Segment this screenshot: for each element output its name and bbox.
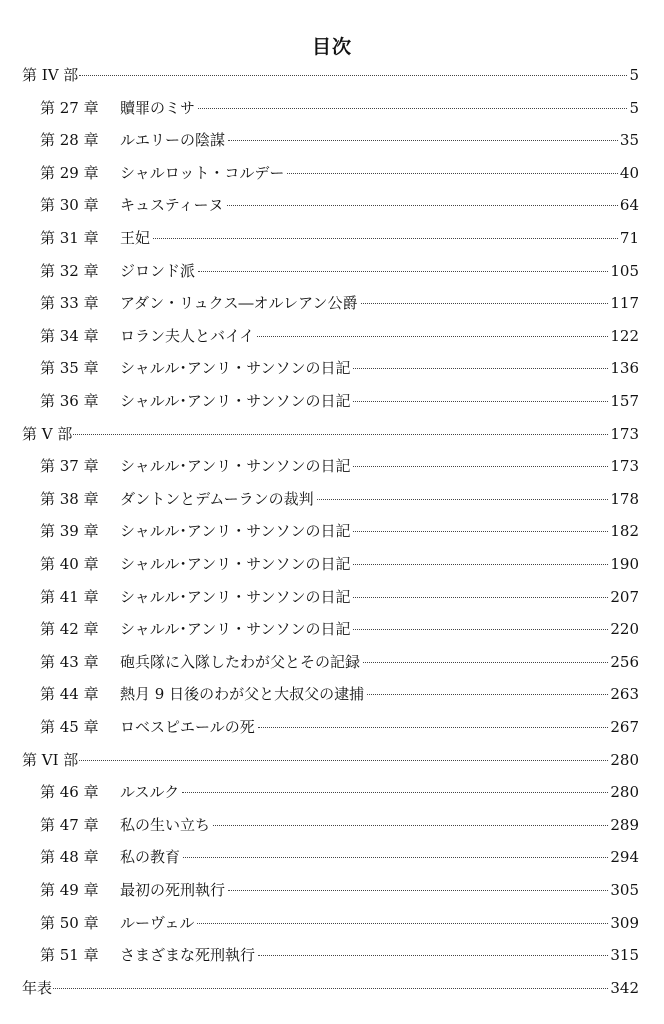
chapter-number: 第 29 章 <box>40 163 99 182</box>
dot-leader <box>197 923 608 924</box>
dot-leader <box>183 857 608 858</box>
chapter-title: シャルル･アンリ・サンソンの日記 <box>120 555 351 573</box>
page-number: 280 <box>610 750 639 769</box>
toc-chapter-row[interactable] <box>40 585 639 609</box>
toc-chapter-row[interactable] <box>40 878 639 902</box>
page-number: 256 <box>610 652 639 671</box>
chapter-number: 第 51 章 <box>40 946 99 965</box>
dot-leader <box>353 597 608 598</box>
chapter-title: 王妃 <box>120 229 151 247</box>
chapter-number: 第 48 章 <box>40 848 99 867</box>
chapter-number: 第 31 章 <box>40 229 99 247</box>
dot-leader <box>353 629 608 630</box>
toc-part-row[interactable] <box>22 422 639 446</box>
chapter-number: 第 46 章 <box>40 783 99 802</box>
dot-leader <box>153 238 618 239</box>
chapter-title: ルスルク <box>120 783 180 802</box>
page-number: 207 <box>610 587 639 606</box>
toc-chapter-row[interactable] <box>40 161 639 185</box>
toc-chapter-row[interactable] <box>40 911 639 935</box>
chapter-title: シャルル･アンリ・サンソンの日記 <box>120 392 351 410</box>
page-number: 280 <box>610 783 639 802</box>
chapter-title: さまざまな死刑執行 <box>120 946 256 965</box>
dot-leader <box>361 303 609 304</box>
page-number: 35 <box>619 131 639 150</box>
chapter-number: 第 35 章 <box>40 359 99 378</box>
dot-leader <box>353 564 608 565</box>
dot-leader <box>363 662 608 663</box>
chapter-number: 第 44 章 <box>40 685 99 704</box>
toc-chapter-row[interactable] <box>40 617 639 641</box>
dot-leader <box>79 75 627 76</box>
page-number: 117 <box>610 294 639 313</box>
toc-chapter-row[interactable] <box>40 226 639 250</box>
toc-chapter-row[interactable] <box>40 552 639 576</box>
page-number: 122 <box>610 326 639 345</box>
page-number: 315 <box>610 946 639 965</box>
dot-leader <box>53 988 608 989</box>
page-number: 173 <box>610 424 639 443</box>
chapter-title: キュスティーヌ <box>120 196 224 215</box>
chapter-number: 第 49 章 <box>40 881 99 899</box>
toc-part-row[interactable] <box>22 748 639 772</box>
part-label: 年表 <box>22 978 53 997</box>
chapter-number: 第 32 章 <box>40 261 99 280</box>
chapter-number: 第 38 章 <box>40 489 99 508</box>
toc-chapter-row[interactable] <box>40 519 639 543</box>
page-number: 173 <box>610 457 639 476</box>
page-number: 71 <box>619 229 639 247</box>
chapter-title: シャルロット・コルデー <box>120 163 285 182</box>
chapter-number: 第 36 章 <box>40 392 99 410</box>
chapter-number: 第 37 章 <box>40 457 99 476</box>
toc-part-row[interactable] <box>22 63 639 87</box>
chapter-number: 第 40 章 <box>40 555 99 573</box>
chapter-title: 最初の死刑執行 <box>120 881 226 899</box>
chapter-title: シャルル･アンリ・サンソンの日記 <box>120 620 351 639</box>
dot-leader <box>317 499 609 500</box>
chapter-title: ルーヴェル <box>120 913 195 932</box>
dot-leader <box>353 401 608 402</box>
page-number: 5 <box>629 66 639 84</box>
dot-leader <box>353 531 608 532</box>
toc-chapter-row[interactable] <box>40 650 639 674</box>
dot-leader <box>73 434 608 435</box>
chapter-title: 砲兵隊に入隊したわが父とその記録 <box>120 652 361 671</box>
toc-chapter-row[interactable] <box>40 356 639 380</box>
toc-chapter-row[interactable] <box>40 715 639 739</box>
page-number: 5 <box>629 98 639 117</box>
chapter-number: 第 34 章 <box>40 326 99 345</box>
dot-leader <box>79 760 608 761</box>
page-number: 294 <box>610 848 639 867</box>
toc-chapter-row[interactable] <box>40 193 639 217</box>
chapter-title: シャルル･アンリ・サンソンの日記 <box>120 522 351 541</box>
chapter-number: 第 33 章 <box>40 294 99 313</box>
chapter-title: 贖罪のミサ <box>120 98 196 117</box>
page-number: 309 <box>610 913 639 932</box>
toc-chapter-row[interactable] <box>40 389 639 413</box>
part-label: 第 VI 部 <box>22 750 79 769</box>
chapter-number: 第 50 章 <box>40 913 99 932</box>
dot-leader <box>258 727 609 728</box>
chapter-title: シャルル･アンリ・サンソンの日記 <box>120 587 351 606</box>
toc-part-row[interactable] <box>22 976 639 1000</box>
part-label: 第 V 部 <box>22 424 73 443</box>
page-number: 190 <box>610 555 639 573</box>
page-number: 220 <box>610 620 639 639</box>
toc-chapter-row[interactable] <box>40 259 639 283</box>
chapter-number: 第 28 章 <box>40 131 99 150</box>
toc-chapter-row[interactable] <box>40 845 639 869</box>
page-number: 263 <box>610 685 639 704</box>
page-number: 136 <box>610 359 639 378</box>
chapter-number: 第 39 章 <box>40 522 99 541</box>
toc-chapter-row[interactable] <box>40 128 639 152</box>
dot-leader <box>228 890 608 891</box>
dot-leader <box>213 825 608 826</box>
page-title: 目次 <box>311 36 352 58</box>
chapter-title: ロベスピエールの死 <box>120 718 255 736</box>
dot-leader <box>353 368 608 369</box>
part-label: 第 IV 部 <box>22 66 79 84</box>
page-number: 40 <box>619 163 639 182</box>
toc-chapter-row[interactable] <box>40 487 639 511</box>
chapter-number: 第 41 章 <box>40 587 99 606</box>
chapter-title: ロラン夫人とバイイ <box>120 326 255 345</box>
page-number: 342 <box>610 978 639 997</box>
chapter-title: 私の教育 <box>120 848 181 867</box>
toc-chapter-row[interactable] <box>40 291 639 315</box>
toc-chapter-row[interactable] <box>40 943 639 967</box>
dot-leader <box>227 205 618 206</box>
chapter-title: 私の生い立ち <box>120 815 211 834</box>
chapter-title: シャルル･アンリ・サンソンの日記 <box>120 457 351 476</box>
chapter-number: 第 47 章 <box>40 815 99 834</box>
chapter-number: 第 43 章 <box>40 652 99 671</box>
dot-leader <box>198 108 627 109</box>
chapter-number: 第 30 章 <box>40 196 99 215</box>
toc-chapter-row[interactable] <box>40 324 639 348</box>
chapter-title: アダン・リュクス―オルレアン公爵 <box>120 294 358 313</box>
chapter-number: 第 27 章 <box>40 98 99 117</box>
page-number: 64 <box>619 196 639 215</box>
toc-chapter-row[interactable] <box>40 682 639 706</box>
chapter-number: 第 42 章 <box>40 620 99 639</box>
chapter-title: ルエリーの陰謀 <box>120 131 226 150</box>
page-number: 178 <box>610 489 639 508</box>
page-number: 105 <box>610 261 639 280</box>
page-number: 267 <box>610 718 639 736</box>
dot-leader <box>258 955 608 956</box>
page-number: 289 <box>610 815 639 834</box>
toc-chapter-row[interactable] <box>40 96 639 120</box>
dot-leader <box>287 173 618 174</box>
chapter-number: 第 45 章 <box>40 718 99 736</box>
dot-leader <box>198 271 608 272</box>
dot-leader <box>257 336 608 337</box>
dot-leader <box>353 466 608 467</box>
chapter-title: 熱月 9 日後のわが父と大叔父の逮捕 <box>120 685 365 704</box>
chapter-title: ジロンド派 <box>120 261 196 280</box>
toc-chapter-row[interactable] <box>40 454 639 478</box>
chapter-title: ダントンとデムーランの裁判 <box>120 489 314 508</box>
page-number: 157 <box>610 392 639 410</box>
dot-leader <box>182 792 608 793</box>
toc-chapter-row[interactable] <box>40 813 639 837</box>
toc-chapter-row[interactable] <box>40 780 639 804</box>
page-number: 182 <box>610 522 639 541</box>
dot-leader <box>228 140 618 141</box>
chapter-title: シャルル･アンリ・サンソンの日記 <box>120 359 351 378</box>
page-number: 305 <box>610 881 639 899</box>
dot-leader <box>367 694 608 695</box>
